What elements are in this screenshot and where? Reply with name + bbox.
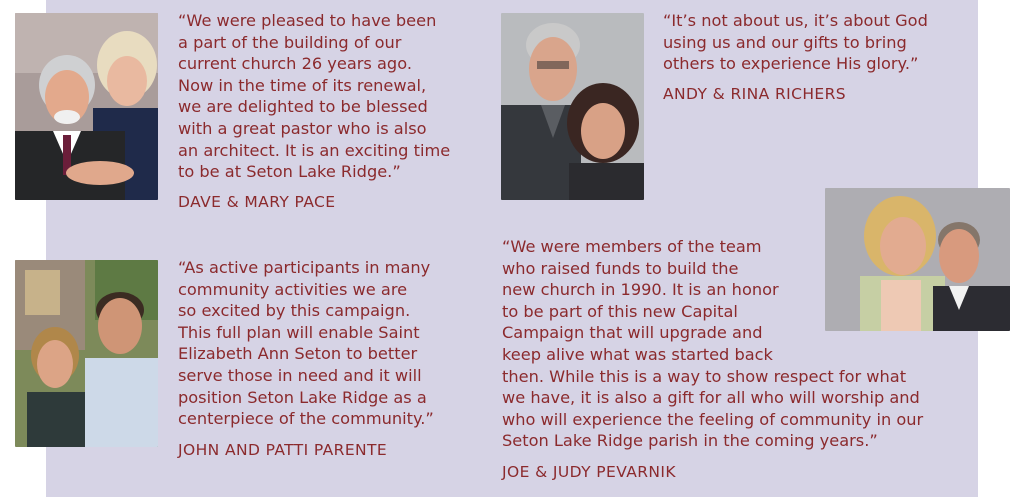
quote-richers: “It’s not about us, it’s about God using us and our gifts to bring others to experience His glory.”	[663, 11, 928, 74]
photo-andy-rina-richers	[501, 13, 644, 200]
name-parente: JOHN AND PATTI PARENTE	[178, 441, 388, 459]
quote-parente: “As active participants in many community activities we are so excited by this campaign. This full plan will enable Saint Elizabeth Ann Seton to better serve those in need and it will position Seton Lake Ridge as a centerpiece of the community.”	[178, 258, 434, 429]
name-richers: ANDY & RINA RICHERS	[663, 85, 846, 103]
photo-dave-mary-pace	[15, 13, 158, 200]
quote-pevarnik: “We were members of the team who raised funds to build the new church in 1990. It is an honor to be part of this new Capital Campaign that will upgrade and keep alive what was started back then. While this is a way to show respect for what we have, it is also a gift for all who will worship and who will experience the feeling of community in our Seton Lake Ridge parish in the coming years.”	[502, 237, 924, 451]
name-pevarnik: JOE & JUDY PEVARNIK	[502, 463, 676, 481]
name-pace: DAVE & MARY PACE	[178, 193, 336, 211]
photo-john-patti-parente	[15, 260, 158, 447]
quote-pace: “We were pleased to have been a part of the building of our current church 26 years ago. Now in the time of its renewal, we are delighted to be blessed with a great pastor who is also an architect. It is an exciting time to be at Seton Lake Ridge.”	[178, 11, 451, 182]
